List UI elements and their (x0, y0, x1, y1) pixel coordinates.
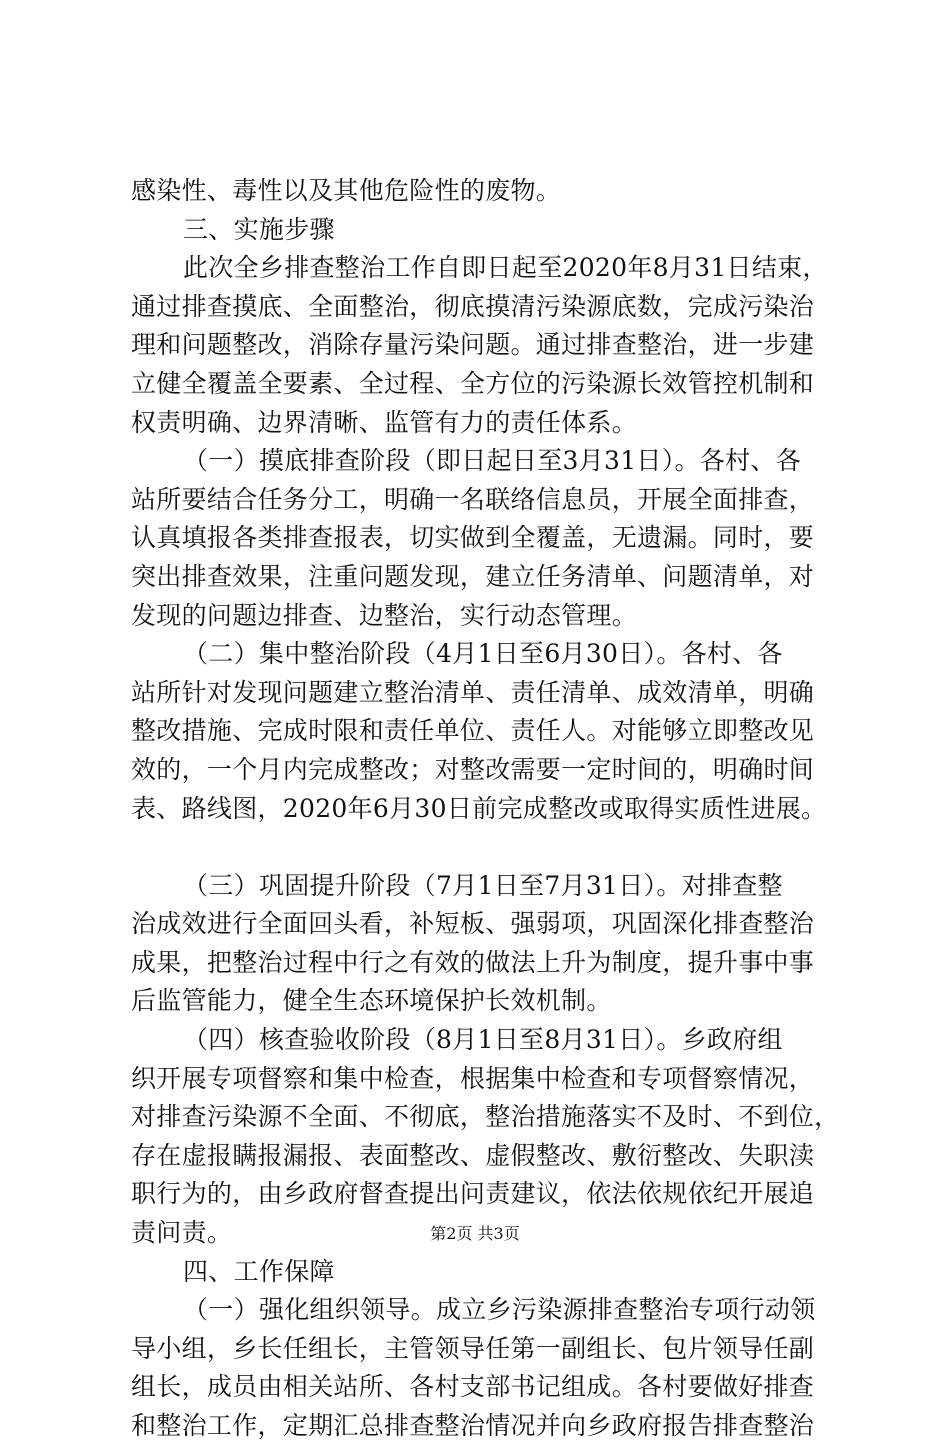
text-line: 导小组，乡长任组长，主管领导任第一副组长、包片领导任副 (131, 1333, 815, 1363)
page-footer (0, 1224, 950, 1244)
text-line: 发现的问题边排查、边整治，实行动态管理。 (131, 600, 638, 630)
text-line: 效的，一个月内完成整改；对整改需要一定时间的，明确时间 (131, 754, 815, 784)
text-line: （三）巩固提升阶段（7月1日至7月31日）。对排查整 (183, 870, 783, 900)
text-line: 织开展专项督察和集中检查，根据集中检查和专项督察情况， (131, 1063, 815, 1093)
text-line: （二）集中整治阶段（4月1日至6月30日）。各村、各 (183, 639, 783, 669)
text-line: 认真填报各类排查报表，切实做到全覆盖，无遗漏。同时，要 (131, 523, 815, 553)
text-line: 整改措施、完成时限和责任单位、责任人。对能够立即整改见 (131, 716, 815, 746)
text-line: 存在虚报瞒报漏报、表面整改、虚假整改、敷衍整改、失职渎 (131, 1140, 815, 1170)
text-line: 通过排查摸底、全面整治，彻底摸清污染源底数，完成污染治 (131, 291, 815, 321)
section-heading: 四、工作保障 (183, 1256, 335, 1286)
page-number: 第2页 共3页 (430, 1224, 520, 1243)
text-line: 立健全覆盖全要素、全过程、全方位的污染源长效管控机制和 (131, 368, 815, 398)
text-line: 成果，把整治过程中行之有效的做法上升为制度，提升事中事 (131, 947, 815, 977)
text-line: 和整治工作，定期汇总排查整治情况并向乡政府报告排查整治 (131, 1411, 815, 1440)
text-line: 权责明确、边界清晰、监管有力的责任体系。 (131, 407, 638, 437)
paragraph-gap (131, 828, 831, 867)
text-line: 后监管能力，健全生态环境保护长效机制。 (131, 986, 612, 1016)
text-line: 表、路线图，2020年6月30日前完成整改或取得实质性进展。 (131, 793, 827, 823)
section-heading: 三、实施步骤 (183, 214, 335, 244)
text-line: 职行为的，由乡政府督查提出问责建议，依法依规依纪开展追 (131, 1179, 815, 1209)
text-line: 组长，成员由相关站所、各村支部书记组成。各村要做好排查 (131, 1372, 815, 1402)
text-line: 此次全乡排查整治工作自即日起至2020年8月31日结束， (183, 253, 828, 283)
text-line: 站所针对发现问题建立整治清单、责任清单、成效清单，明确 (131, 677, 815, 707)
text-line: （四）核查验收阶段（8月1日至8月31日）。乡政府组 (183, 1025, 783, 1055)
text-line: 突出排查效果，注重问题发现，建立任务清单、问题清单，对 (131, 561, 815, 591)
text-line: 站所要结合任务分工，明确一名联络信息员，开展全面排查， (131, 484, 815, 514)
text-line: （一）强化组织领导。成立乡污染源排查整治专项行动领 (183, 1295, 816, 1325)
text-line: 治成效进行全面回头看，补短板、强弱项，巩固深化排查整治 (131, 909, 815, 939)
text-line: 对排查污染源不全面、不彻底，整治措施落实不及时、不到位， (131, 1102, 840, 1132)
text-line: 理和问题整改，消除存量污染问题。通过排查整治，进一步建 (131, 330, 815, 360)
text-line: （一）摸底排查阶段（即日起日至3月31日）。各村、各 (183, 446, 802, 476)
text-line: 责问责。 (131, 1218, 233, 1248)
text-line: 感染性、毒性以及其他危险性的废物。 (131, 176, 562, 205)
document-body (131, 172, 840, 1446)
